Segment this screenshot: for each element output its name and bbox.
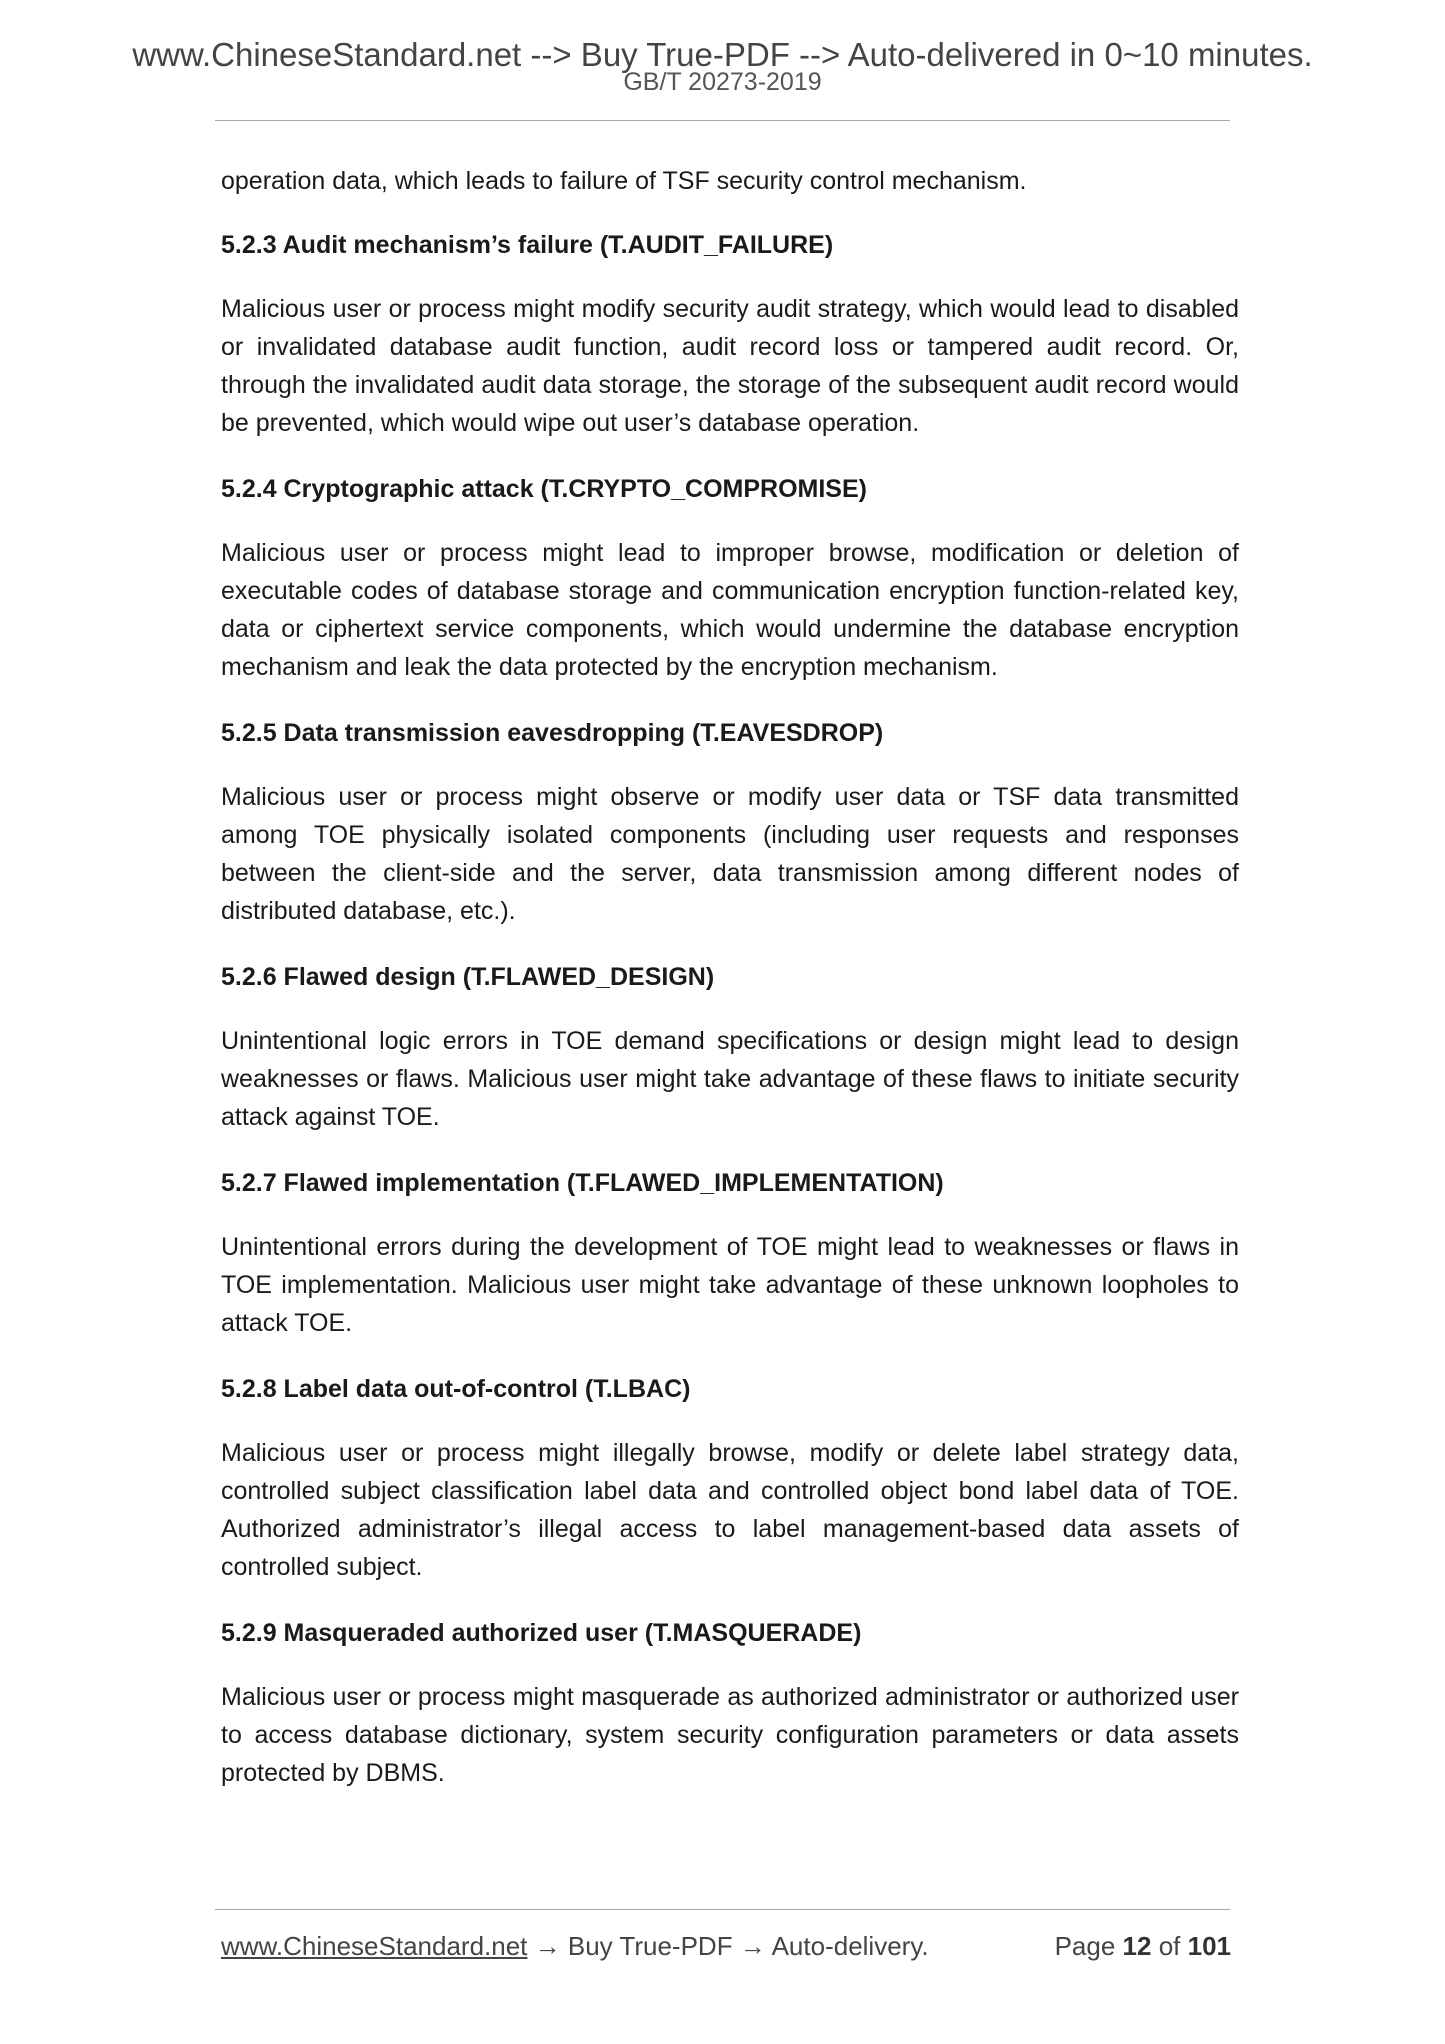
site-banner: www.ChineseStandard.net --> Buy True-PDF --> Auto-delivered in 0~10 minutes.: [132, 36, 1313, 73]
section-heading: 5.2.9 Masqueraded authorized user (T.MASQUERADE): [221, 1619, 862, 1647]
section-5-2-3: [221, 226, 1239, 442]
page-content: [221, 162, 1239, 1820]
promo-text: → Buy True-PDF → Auto-delivery.: [534, 1931, 929, 1961]
section-5-2-7: [221, 1164, 1239, 1342]
lead-paragraph: operation data, which leads to failure of TSF security control mechanism.: [221, 167, 1027, 195]
site-link[interactable]: www.ChineseStandard.net: [221, 1931, 528, 1961]
section-heading: 5.2.5 Data transmission eavesdropping (T.EAVESDROP): [221, 719, 884, 747]
section-paragraph: Unintentional logic errors in TOE demand specifications or design might lead to design weaknesses or flaws. Malicious user might take advantage of these flaws to initiate security attack against TOE.: [221, 1027, 1239, 1131]
section-heading: 5.2.3 Audit mechanism’s failure (T.AUDIT_FAILURE): [221, 231, 834, 259]
footer-promo: [221, 1928, 929, 1964]
page-footer: [221, 1928, 1231, 1964]
page-indicator: [1055, 1928, 1231, 1964]
of-label: of: [1158, 1931, 1181, 1961]
section-heading: 5.2.7 Flawed implementation (T.FLAWED_IMPLEMENTATION): [221, 1169, 944, 1197]
section-5-2-6: [221, 958, 1239, 1136]
document-id: GB/T 20273-2019: [623, 68, 822, 96]
section-heading: 5.2.4 Cryptographic attack (T.CRYPTO_COMPROMISE): [221, 475, 867, 503]
section-5-2-5: [221, 714, 1239, 930]
total-pages: 101: [1187, 1931, 1231, 1961]
section-5-2-9: [221, 1614, 1239, 1792]
page-label: Page: [1054, 1931, 1116, 1961]
section-heading: 5.2.6 Flawed design (T.FLAWED_DESIGN): [221, 963, 715, 991]
section-paragraph: Malicious user or process might observe or modify user data or TSF data transmitted among TOE physically isolated components (including user requests and responses between the client-side and the server, data transmission among different nodes of distributed database, etc.).: [221, 783, 1239, 925]
section-paragraph: Unintentional errors during the development of TOE might lead to weaknesses or flaws in TOE implementation. Malicious user might take advantage of these unknown loopholes to attack TOE.: [221, 1233, 1239, 1337]
section-heading: 5.2.8 Label data out-of-control (T.LBAC): [221, 1375, 691, 1403]
section-paragraph: Malicious user or process might masquerade as authorized administrator or authorized user to access database dictionary, system security configuration parameters or data assets protected by DBMS.: [221, 1683, 1239, 1787]
footer-divider: [215, 1909, 1230, 1910]
section-paragraph: Malicious user or process might modify security audit strategy, which would lead to disabled or invalidated database audit function, audit record loss or tampered audit record. Or, through the invalidated audit data storage, the storage of the subsequent audit record would be prevented, which would wipe out user’s database operation.: [221, 295, 1239, 437]
page-number: 12: [1122, 1931, 1152, 1961]
section-paragraph: Malicious user or process might lead to improper browse, modification or deletion of executable codes of database storage and communication encryption function-related key, data or ciphertext service components, which would undermine the database encryption mechanism and leak the data protected by the encryption mechanism.: [221, 539, 1239, 681]
section-5-2-8: [221, 1370, 1239, 1586]
section-paragraph: Malicious user or process might illegally browse, modify or delete label strategy data, controlled subject classification label data and controlled object bond label data of TOE. Authorized administrator’s illegal access to label management-based data assets of controlled subject.: [221, 1439, 1239, 1581]
section-5-2-4: [221, 470, 1239, 686]
header-divider: [215, 120, 1230, 121]
